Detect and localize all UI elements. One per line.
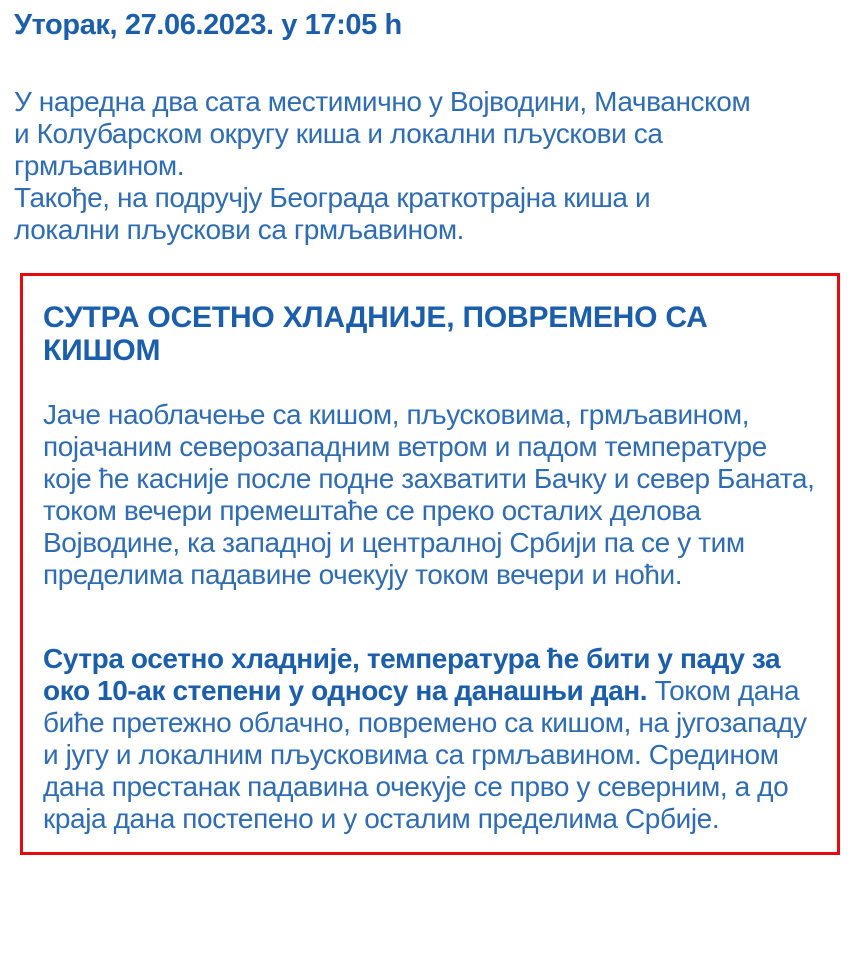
- weather-report-page: [0, 8, 850, 963]
- nowcast-paragraph: [14, 86, 759, 246]
- nowcast-line-2: Такође, на подручју Београда краткотрајна киша и локални пљускови са грмљавином.: [14, 182, 651, 245]
- alert-heading: СУТРА ОСЕТНО ХЛАДНИЈЕ, ПОВРЕМЕНО СА КИШОМ: [43, 301, 708, 367]
- alert-paragraph-2-rest: Током дана биће претежно облачно, повремено са кишом, на југозападу и југу и локалним пљусковима са грмљавином. Средином дана престанак падавина очекује се прво у северним, а до краја дана постепено и у осталим пределима Србије.: [43, 675, 807, 834]
- nowcast-line-1: У наредна два сата местимично у Војводини, Мачванском и Колубарском округу киша и локални пљускови са грмљавином.: [14, 86, 751, 181]
- alert-paragraph-2: [43, 643, 815, 835]
- alert-paragraph-2-bold-lead: Сутра осетно хладније, температура ће бити у паду за око 10-ак степени у односу на данашњи дан.: [43, 643, 781, 706]
- severe-weather-alert-box: [20, 273, 840, 855]
- alert-paragraph-1: Јаче наоблачење са кишом, пљусковима, грмљавином, појачаним северозападним ветром и падом температуре које ће касније после подне захватити Бачку и север Баната, током вечери премештаће се преко осталих делова Војводине, ка западној и централној Србији па се у тим пределима падавине очекују током вечери и ноћи.: [43, 399, 815, 590]
- report-datetime-heading: Уторак, 27.06.2023. у 17:05 h: [14, 9, 402, 41]
